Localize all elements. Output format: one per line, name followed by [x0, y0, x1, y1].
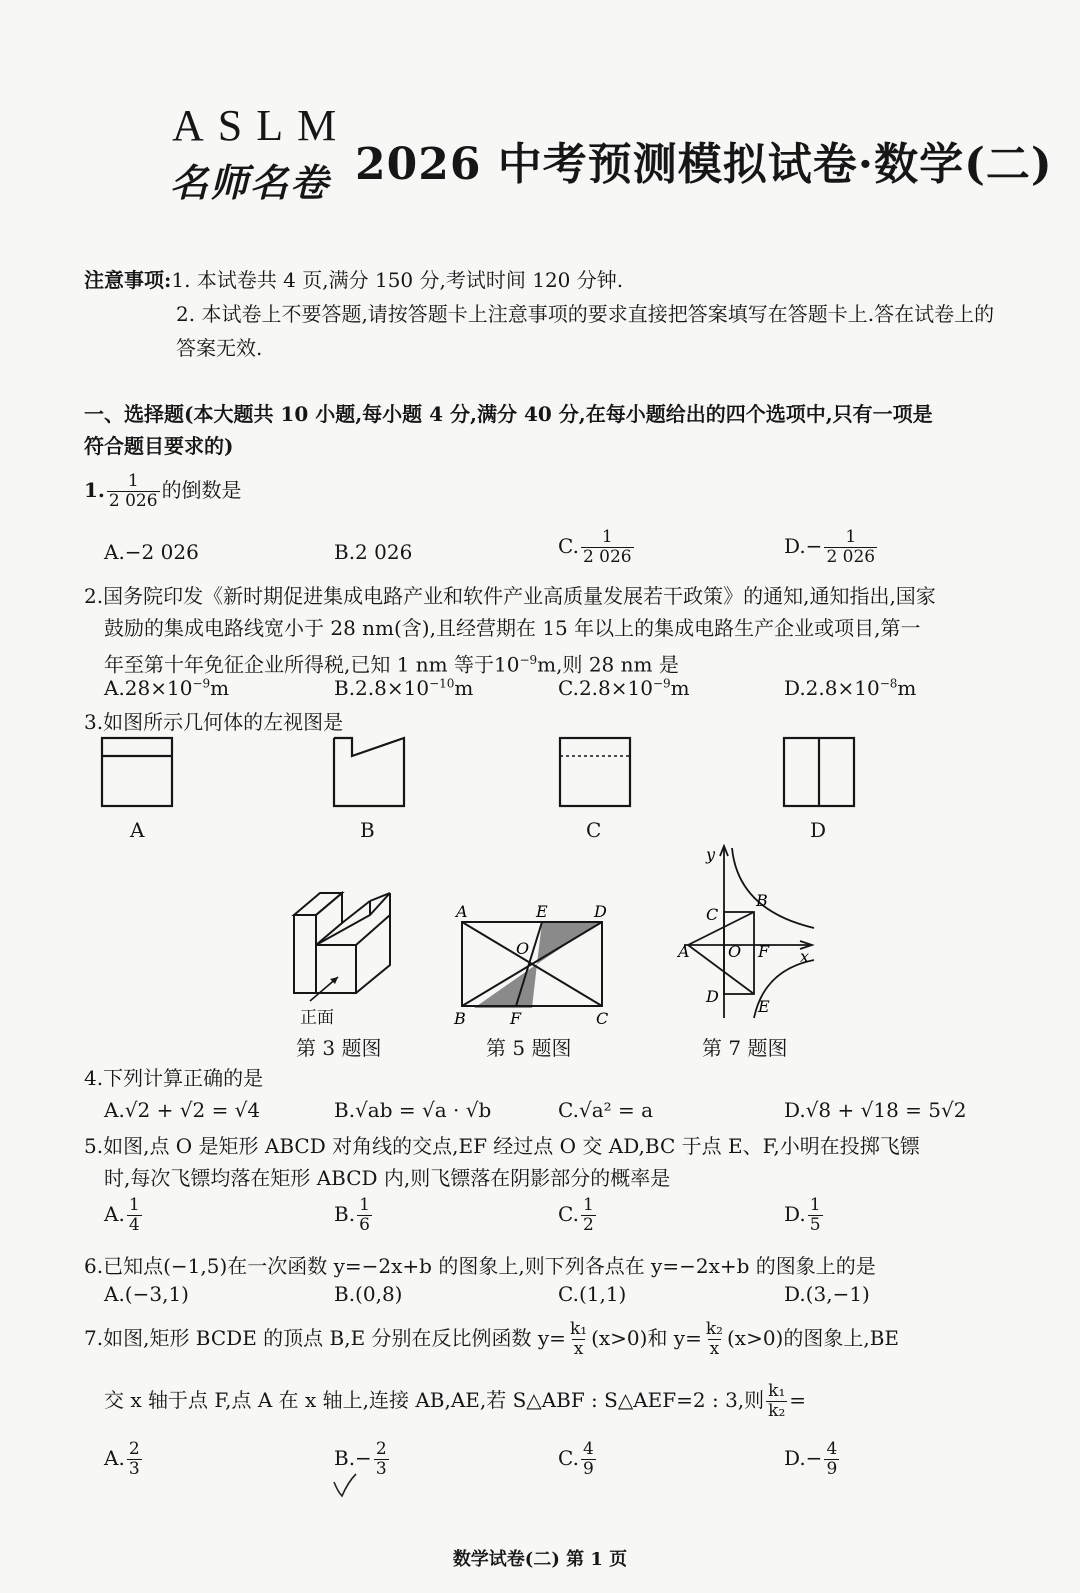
notice-line1: 注意事项:1. 本试卷共 4 页,满分 150 分,考试时间 120 分钟. — [84, 268, 624, 292]
fig7-point-c: C — [706, 905, 719, 924]
q6-text: 6.已知点(−1,5)在一次函数 y=−2x+b 的图象上,则下列各点在 y=−2x+b 的图象上的是 — [84, 1254, 876, 1278]
q5-option-a: A. $\frac{1}{4}$ — [104, 1195, 140, 1235]
q1-option-b: B.2 026 — [334, 540, 413, 564]
fig7-point-b: B — [756, 891, 768, 910]
fig5-caption: 第 5 题图 — [486, 1036, 572, 1060]
q4-option-c: C.√a² = a — [558, 1098, 654, 1122]
q2-option-a: $A.28\times 10^{-9}m$ — [104, 676, 230, 700]
fig7-caption: 第 7 题图 — [702, 1036, 788, 1060]
fig7-point-f: F — [758, 942, 770, 961]
q3-label-a: A — [130, 818, 145, 842]
q4-option-b: B.√ab = √a · √b — [334, 1098, 492, 1122]
fig3-solid — [280, 885, 400, 1005]
q6-option-c: C.(1,1) — [558, 1282, 627, 1306]
q2-option-d: $D.2.8\times 10^{-8}m$ — [784, 676, 917, 700]
fig5-point-f: F — [510, 1009, 522, 1028]
fig7-graph — [674, 840, 824, 1025]
fig3-front-label: 正面 — [300, 1008, 334, 1028]
q5-option-d: D. $\frac{1}{5}$ — [784, 1195, 821, 1235]
logo-english: ASLM — [172, 101, 351, 150]
fig5-point-o: O — [516, 939, 530, 958]
fig5-rectangle — [452, 900, 622, 1030]
q2-line2: 鼓励的集成电路线宽小于 28 nm(含),且经营期在 15 年以上的集成电路生产企业或项目,第一 — [104, 616, 921, 640]
fig7-x-label: x — [800, 947, 810, 966]
q1-option-c: C. $\frac{1}{2 026}$ — [558, 527, 632, 567]
q7-option-b: B.− $\frac{2}{3}$ — [334, 1439, 387, 1479]
q5-line2: 时,每次飞镖均落在矩形 ABCD 内,则飞镖落在阴影部分的概率是 — [104, 1166, 671, 1190]
fig7-point-o: O — [728, 942, 742, 961]
q6-option-d: D.(3,−1) — [784, 1282, 870, 1306]
q3-figure-c — [560, 738, 630, 806]
q1-option-d: D.− $\frac{1}{2 026}$ — [784, 527, 876, 567]
q3-figure-a — [102, 738, 172, 806]
checkmark-icon — [330, 1470, 360, 1500]
q4-option-a: A.√2 + √2 = √4 — [104, 1098, 261, 1122]
section1-heading-line1: 一、选择题(本大题共 10 小题,每小题 4 分,满分 40 分,在每小题给出的四个选项中,只有一项是 — [84, 402, 933, 426]
section1-heading-line2: 符合题目要求的) — [84, 434, 234, 458]
page-footer: 数学试卷(二) 第 1 页 — [452, 1549, 628, 1570]
fig5-point-d: D — [594, 902, 607, 921]
q3-label-d: D — [810, 818, 827, 842]
page-title: 2026 中考预测模拟试卷·数学(二) — [355, 139, 1053, 190]
q5-option-b: B. $\frac{1}{6}$ — [334, 1195, 370, 1235]
q4-option-d: D.√8 + √18 = 5√2 — [784, 1098, 967, 1122]
logo-chinese: 名师名卷 — [170, 160, 331, 205]
q3-options-figures — [90, 730, 890, 850]
q3-figure-b — [334, 738, 404, 806]
q7-option-c: C. $\frac{4}{9}$ — [558, 1439, 594, 1479]
q6-option-a: A.(−3,1) — [104, 1282, 189, 1306]
q7-option-d: D.− $\frac{4}{9}$ — [784, 1439, 838, 1479]
q3-label-c: C — [586, 818, 602, 842]
fig7-point-a: A — [678, 942, 690, 961]
fraction: $\frac{1}{2 026}$ — [108, 471, 158, 511]
question-1: 1. $\frac{1}{2 026}$ 的倒数是 — [84, 471, 242, 511]
q7-line1: 7.如图,矩形 BCDE 的顶点 B,E 分别在反比例函数 y= $\frac{\text{k₁}}{x}$ (x>0)和 y= $\frac{\text{k₂}}{x}$ (x>0)的图象上,BE — [84, 1319, 900, 1359]
q2-option-b: $B.2.8\times 10^{-10}m$ — [334, 676, 474, 700]
fig5-point-e: E — [536, 902, 548, 921]
q2-option-c: $C.2.8\times 10^{-9}m$ — [558, 676, 690, 700]
q2-line1: 2.国务院印发《新时期促进集成电路产业和软件产业高质量发展若干政策》的通知,通知指出,国家 — [84, 584, 936, 608]
notice-label: 注意事项: — [84, 268, 172, 292]
fig7-point-d: D — [706, 987, 719, 1006]
q2-line3: 年至第十年免征企业所得税,已知 1 nm 等于$10^{-9}m$,则 28 nm 是 — [104, 652, 679, 677]
fig5-point-c: C — [596, 1009, 609, 1028]
notice-line2: 2. 本试卷上不要答题,请按答题卡上注意事项的要求直接把答案填写在答题卡上.答在试卷上的 — [176, 302, 995, 326]
q3-label-b: B — [360, 818, 375, 842]
fig7-y-label: y — [706, 845, 716, 864]
q6-option-b: B.(0,8) — [334, 1282, 403, 1306]
q5-line1: 5.如图,点 O 是矩形 ABCD 对角线的交点,EF 经过点 O 交 AD,BC 于点 E、F,小明在投掷飞镖 — [84, 1134, 920, 1158]
q7-option-a: A. $\frac{2}{3}$ — [104, 1439, 140, 1479]
fig5-point-b: B — [454, 1009, 466, 1028]
q1-option-a: A.−2 026 — [104, 540, 199, 564]
fig3-caption: 第 3 题图 — [296, 1036, 382, 1060]
q4-text: 4.下列计算正确的是 — [84, 1066, 264, 1090]
fig5-point-a: A — [456, 902, 468, 921]
fig7-point-e: E — [758, 997, 770, 1016]
q5-option-c: C. $\frac{1}{2}$ — [558, 1195, 594, 1235]
q7-line2: 交 x 轴于点 F,点 A 在 x 轴上,连接 AB,AE,若 S△ABF : S△AEF=2 : 3,则 $\frac{\text{k₁}}{\text{k₂}}$ = — [104, 1381, 807, 1421]
notice-line3: 答案无效. — [176, 336, 263, 360]
q3-text: 3.如图所示几何体的左视图是 — [84, 710, 344, 734]
